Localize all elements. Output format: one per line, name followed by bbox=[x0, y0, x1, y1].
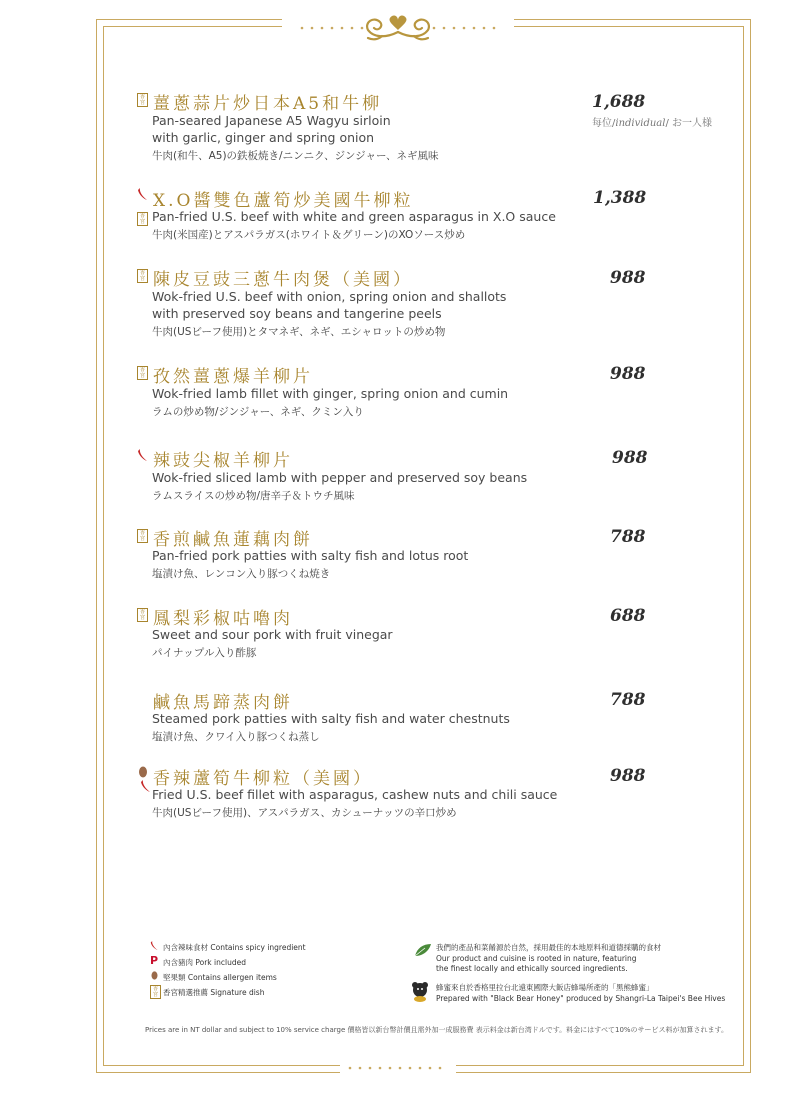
dish-name-zh: X.O醬雙色蘆筍炒美國牛柳粒 bbox=[153, 191, 414, 211]
chili-icon bbox=[150, 940, 159, 951]
dish-name-zh: 香煎鹹魚蓮藕肉餅 bbox=[153, 530, 313, 550]
dish-desc-jp: 塩漬け魚、クワイ入り豚つくね蒸し bbox=[152, 731, 320, 743]
dish-desc-jp: 牛肉(USビーフ使用)、アスパラガス、カシューナッツの辛口炒め bbox=[152, 807, 457, 819]
dish-desc-jp: パイナップル入り酢豚 bbox=[152, 647, 257, 659]
chili-icon bbox=[140, 779, 152, 793]
dish-name-zh: 鳳梨彩椒咕嚕肉 bbox=[153, 609, 293, 629]
dish-desc-jp: 牛肉(米国産)とアスパラガス(ホワイト＆グリーン)のXOソース炒め bbox=[152, 229, 466, 241]
legend-signature: 香宮精選推薦 Signature dish bbox=[163, 988, 265, 997]
dish-desc-en: Pan-fried pork patties with salty fish and lotus root bbox=[152, 548, 469, 563]
dish-desc-en: Wok-fried sliced lamb with pepper and preserved soy beans bbox=[152, 470, 528, 485]
dish-desc-jp: ラムの炒め物/ジンジャー、ネギ、クミン入り bbox=[152, 406, 364, 418]
dish-desc-en: Pan-fried U.S. beef with white and green asparagus in X.O sauce bbox=[152, 209, 556, 224]
price-dish-6: 788 bbox=[610, 527, 646, 547]
bottom-ornament bbox=[340, 1058, 456, 1078]
bear-icon bbox=[410, 980, 430, 1002]
nut-icon bbox=[137, 765, 149, 779]
leaf-icon bbox=[413, 942, 433, 958]
dish-desc-en: Wok-fried lamb fillet with ginger, spring onion and cumin bbox=[152, 386, 509, 401]
legend-pork: 內含豬肉 Pork included bbox=[163, 958, 246, 967]
price-dish-7: 688 bbox=[610, 606, 646, 626]
pork-icon: P bbox=[150, 954, 159, 967]
dish-desc-en: Wok-fried U.S. beef with onion, spring onion and shallots bbox=[152, 289, 507, 304]
signature-icon: 香宮 bbox=[150, 985, 161, 999]
honey-en: Prepared with "Black Bear Honey" produced by Shangri-La Taipei's Bee Hives bbox=[436, 994, 726, 1003]
signature-icon: 香宮 bbox=[137, 269, 148, 283]
signature-icon: 香宮 bbox=[137, 93, 148, 107]
top-ornament bbox=[282, 8, 514, 44]
legend-nut: 堅果類 Contains allergen items bbox=[163, 973, 277, 982]
price-dish-4: 988 bbox=[610, 364, 646, 384]
signature-icon: 香宮 bbox=[137, 608, 148, 622]
price-dish-8: 788 bbox=[610, 690, 646, 710]
dish-desc-en: Steamed pork patties with salty fish and water chestnuts bbox=[152, 711, 510, 726]
dish-name-zh: 陳皮豆豉三蔥牛肉煲（美國） bbox=[153, 270, 413, 290]
price-dish-3: 988 bbox=[610, 268, 646, 288]
sustainability-en-2: the finest locally and ethically sourced ingredients. bbox=[436, 964, 628, 973]
dish-desc-en: Pan-seared Japanese A5 Wagyu sirloin bbox=[152, 113, 391, 128]
dish-desc-jp: 牛肉(USビーフ使用)とタマネギ、ネギ、エシャロットの炒め物 bbox=[152, 326, 446, 338]
signature-icon: 香宮 bbox=[137, 212, 148, 226]
dish-desc-en: Fried U.S. beef fillet with asparagus, cashew nuts and chili sauce bbox=[152, 787, 558, 802]
dish-name-zh: 香辣蘆筍牛柳粒（美國） bbox=[153, 769, 373, 789]
sustainability-zh: 我們的產品和菜餚源於自然，採用最佳的本地原料和道德採購的食材 bbox=[436, 943, 661, 952]
dish-desc-jp: 牛肉(和牛、A5)の鉄板焼き/ニンニク、ジンジャー、ネギ風味 bbox=[152, 150, 439, 162]
signature-icon: 香宮 bbox=[137, 529, 148, 543]
dish-desc-en-2: with preserved soy beans and tangerine peels bbox=[152, 306, 442, 321]
price-dish-9: 988 bbox=[610, 766, 646, 786]
dish-name-zh: 鹹魚馬蹄蒸肉餅 bbox=[153, 693, 293, 713]
honey-zh: 蜂蜜來自於香格里拉台北遠東國際大飯店蜂場所產的「黑熊蜂蜜」 bbox=[436, 983, 654, 992]
nut-icon bbox=[150, 970, 159, 981]
price-dish-1: 1,688 bbox=[592, 92, 646, 112]
price-unit: 每位/individual/ お一人様 bbox=[592, 118, 713, 129]
price-dish-5: 988 bbox=[612, 448, 648, 468]
dish-name-zh: 辣豉尖椒羊柳片 bbox=[153, 451, 293, 471]
signature-icon: 香宮 bbox=[137, 366, 148, 380]
chili-icon bbox=[137, 187, 149, 201]
chili-icon bbox=[137, 448, 149, 462]
dish-desc-en: Sweet and sour pork with fruit vinegar bbox=[152, 627, 393, 642]
sustainability-en-1: Our product and cuisine is rooted in nature, featuring bbox=[436, 954, 637, 963]
legend-spicy: 內含辣味食材 Contains spicy ingredient bbox=[163, 943, 306, 952]
price-dish-2: 1,388 bbox=[593, 188, 647, 208]
dish-desc-en-2: with garlic, ginger and spring onion bbox=[152, 130, 375, 145]
dish-desc-jp: 塩漬け魚、レンコン入り豚つくね焼き bbox=[152, 568, 331, 580]
dish-name-zh: 薑蔥蒜片炒日本A5和牛柳 bbox=[153, 94, 383, 114]
price-note-footer: Prices are in NT dollar and subject to 10% service charge 價格皆以新台幣計價且需外加一成服務費 表示料金は新台湾ドルです。料金にはすべて10%のサービス料が加算されます。 bbox=[145, 1026, 728, 1034]
dish-desc-jp: ラムスライスの炒め物/唐辛子＆トウチ風味 bbox=[152, 490, 355, 502]
dish-name-zh: 孜然薑蔥爆羊柳片 bbox=[153, 367, 313, 387]
